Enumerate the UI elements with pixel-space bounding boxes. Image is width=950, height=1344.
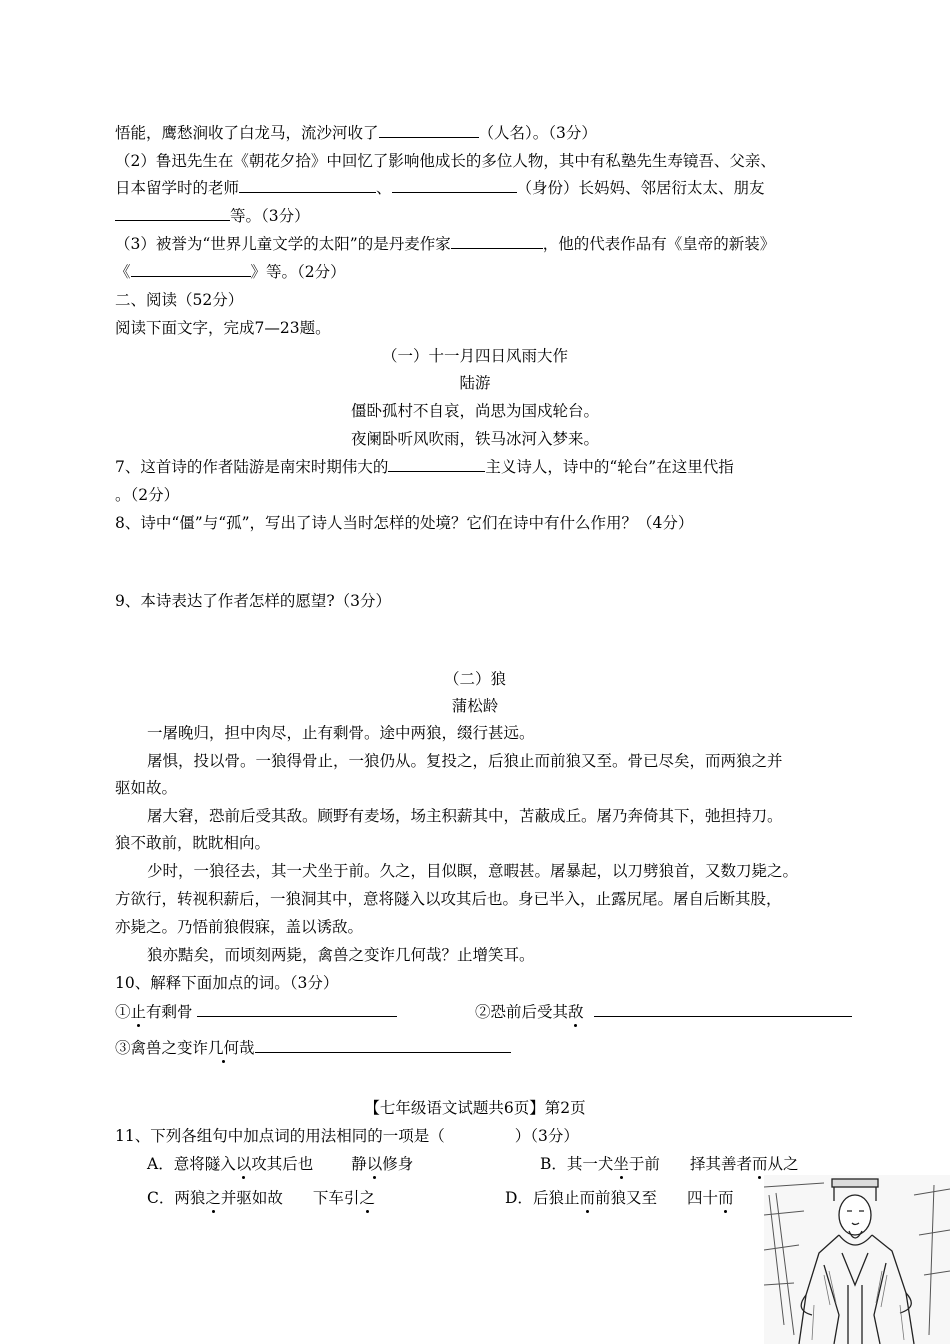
q6-line3-tail: （身份）长妈妈、邻居衍太太、朋友: [516, 179, 765, 197]
q6-line5: [115, 233, 775, 255]
q10-item-1: [115, 1001, 397, 1023]
q6-line3-text: 日本留学时的老师: [115, 179, 240, 197]
item-text: 禽兽之变诈: [130, 1039, 209, 1057]
option-text: 后狼止: [532, 1189, 580, 1207]
q8: 8、诗中“僵”与“孤”，写出了诗人当时怎样的处境？它们在诗中有什么作用？（4分）: [115, 514, 694, 532]
option-text: 从之: [767, 1155, 799, 1173]
wolf-paragraph: 驱如故。: [115, 779, 178, 797]
wolf-paragraph: 亦毙之。乃悟前狼假寐，盖以诱敌。: [115, 918, 364, 936]
answer-blank[interactable]: [392, 177, 517, 193]
poem-author: 陆游: [459, 374, 491, 392]
section-heading: 二、阅读（52分）: [115, 291, 244, 309]
q7-text: 7、这首诗的作者陆游是南宋时期伟大的: [115, 458, 389, 476]
wolf-paragraph: 屠惧，投以骨。一狼得骨止，一狼仍从。复投之，后狼止而前狼又至。骨已尽矣，而两狼之并: [147, 752, 783, 770]
option-label: C．: [147, 1189, 175, 1207]
option-text: 下车引: [312, 1189, 360, 1207]
q7-cont: 。（2分）: [115, 486, 180, 504]
q11-option-a[interactable]: [147, 1153, 413, 1175]
option-text: 前狼又至: [594, 1189, 657, 1207]
page-footer: 【七年级语文试题共6页】第2页: [364, 1099, 586, 1117]
wolf-paragraph: 屠大窘，恐前后受其敌。顾野有麦场，场主积薪其中，苫蔽成丘。屠乃奔倚其下，弛担持刀。: [147, 807, 783, 825]
q11-stem: [115, 1125, 579, 1147]
q6-line6-open: 《: [115, 263, 131, 281]
option-text: 意将隧入: [173, 1155, 236, 1173]
wolf-paragraph: 少时，一狼径去，其一犬坐于前。久之，目似瞑，意暇甚。屠暴起，以刀劈狼首，又数刀毙之。: [147, 862, 799, 880]
poem-title: （一）十一月四日风雨大作: [381, 347, 568, 365]
section-instruction: 阅读下面文字，完成7—23题。: [115, 319, 331, 337]
option-text: 并驱如故: [220, 1189, 283, 1207]
answer-blank[interactable]: [451, 233, 543, 249]
q9: 9、本诗表达了作者怎样的愿望?（3分）: [115, 592, 392, 610]
answer-blank[interactable]: [594, 1001, 852, 1017]
option-text: 两狼: [174, 1189, 206, 1207]
dotted-word: 之: [359, 1189, 375, 1207]
answer-blank[interactable]: [388, 456, 485, 472]
q6-line6-tail: 》等。（2分）: [250, 263, 346, 281]
q11-option-c[interactable]: [147, 1187, 375, 1209]
wolf-paragraph: 方欲行，转视积薪后，一狼洞其中，意将隧入以攻其后也。身已半入，止露尻尾。屠自后断其股，: [115, 890, 782, 908]
dotted-word: 坐: [613, 1155, 629, 1173]
dotted-word: 以: [366, 1155, 383, 1173]
wolf-author: 蒲松龄: [451, 697, 499, 715]
item-text: 哉: [239, 1039, 255, 1057]
q7: [115, 456, 734, 478]
option-label: A．: [147, 1155, 174, 1173]
q6-line5-text: （3）被誉为“世界儿童文学的太阳”的是丹麦作家: [115, 235, 451, 253]
q6-line1: [115, 122, 597, 144]
answer-blank[interactable]: [197, 1001, 397, 1017]
q6-line4: [115, 205, 310, 227]
q7-tail: 主义诗人，诗中的“轮台”在这里代指: [485, 458, 734, 476]
poem-line-2: 夜阑卧听风吹雨，铁马冰河入梦来。: [350, 430, 599, 448]
q6-line6: [115, 261, 346, 283]
option-label: B．: [540, 1155, 567, 1173]
q10-item-2: [475, 1001, 852, 1023]
dotted-word: 而: [579, 1189, 595, 1207]
q10-stem: 10、解释下面加点的词。（3分）: [115, 974, 339, 992]
q6-line3-sep: 、: [376, 179, 392, 197]
wolf-paragraph: 一屠晚归，担中肉尽，止有剩骨。途中两狼，缀行甚远。: [147, 724, 535, 742]
option-text: 修身: [382, 1155, 414, 1173]
item-text: 有剩骨: [146, 1003, 193, 1021]
dotted-word: 而: [751, 1155, 768, 1173]
option-text: 其一犬: [566, 1155, 614, 1173]
q11-tail: ）（3分）: [514, 1127, 579, 1145]
wolf-paragraph: 狼不敢前，眈眈相向。: [115, 834, 271, 852]
option-text: 静: [351, 1155, 367, 1173]
dotted-word: 以: [235, 1155, 252, 1173]
q6-line2: （2）鲁迅先生在《朝花夕拾》中回忆了影响他成长的多位人物，其中有私塾先生寿镜吾、父亲、: [115, 152, 776, 170]
q11-text: 11、下列各组句中加点词的用法相同的一项是（: [115, 1127, 445, 1145]
q6-line4-tail: 等。（3分）: [230, 207, 310, 225]
dotted-word: 而: [718, 1189, 734, 1207]
wolf-paragraph: 狼亦黠矣，而顷刻两毙，禽兽之变诈几何哉？止增笑耳。: [147, 946, 535, 964]
q6-line3: [115, 177, 765, 199]
dotted-word: 几何: [208, 1039, 240, 1057]
answer-blank[interactable]: [115, 205, 230, 221]
option-label: D．: [505, 1189, 533, 1207]
wolf-title: （二）狼: [443, 670, 506, 688]
q11-option-b[interactable]: [540, 1153, 798, 1175]
dotted-word: 止: [130, 1003, 147, 1021]
option-text: 四十: [686, 1189, 718, 1207]
option-text: 于前: [628, 1155, 660, 1173]
answer-blank[interactable]: [379, 122, 479, 138]
item-text: 恐前后受其: [490, 1003, 569, 1021]
q10-item-3: [115, 1037, 511, 1059]
q6-line1-tail: （人名）。（3分）: [478, 124, 597, 142]
item-number: ①: [115, 1003, 131, 1021]
dotted-word: 之: [205, 1189, 221, 1207]
answer-blank[interactable]: [239, 177, 376, 193]
q6-line5-tail: ，他的代表作品有《皇帝的新装》: [542, 235, 776, 253]
answer-blank[interactable]: [131, 261, 251, 277]
q11-option-d[interactable]: [505, 1187, 734, 1209]
q6-line1-text: 悟能，鹰愁涧收了白龙马，流沙河收了: [115, 124, 379, 142]
item-number: ③: [115, 1039, 131, 1057]
answer-blank[interactable]: [255, 1037, 511, 1053]
option-text: 择其善者: [689, 1155, 752, 1173]
poem-line-1: 僵卧孤村不自哀，尚思为国戍轮台。: [350, 402, 599, 420]
item-number: ②: [475, 1003, 491, 1021]
dotted-word: 敌: [568, 1003, 584, 1021]
emperor-illustration: [764, 1175, 950, 1344]
option-text: 攻其后也: [251, 1155, 314, 1173]
